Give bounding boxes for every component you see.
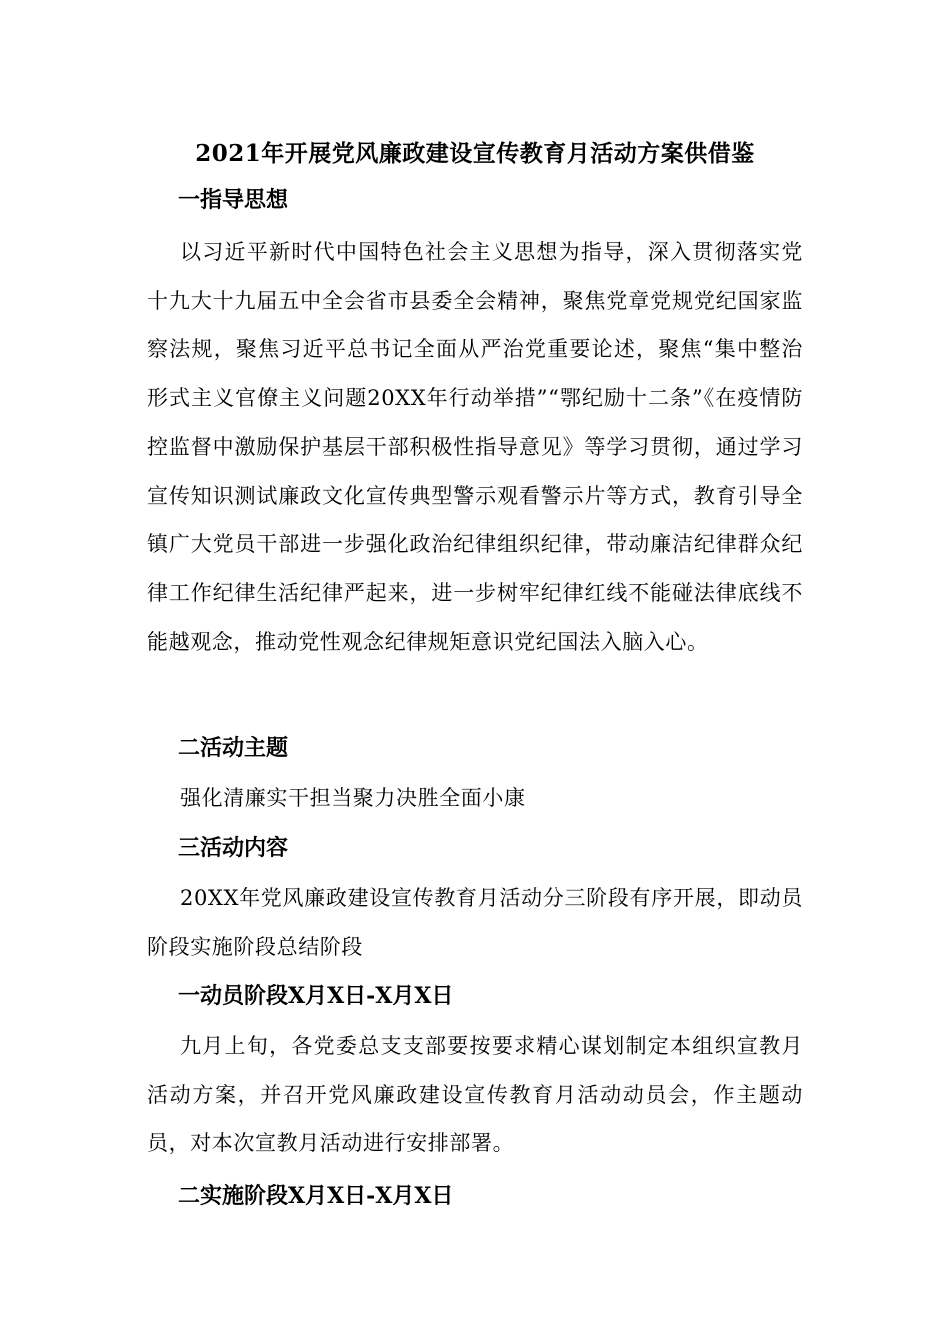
section-heading-implementation-stage: 二实施阶段X月X日-X月X日 [178, 1183, 454, 1209]
section-heading-activity-content: 三活动内容 [178, 835, 289, 861]
document-title: 2021年开展党风廉政建设宣传教育月活动方案供借鉴 [195, 140, 755, 167]
section-body-activity-content: 20XX年党风廉政建设宣传教育月活动分三阶段有序开展，即动员阶段实施阶段总结阶段 [147, 886, 803, 959]
section-body-guiding-ideology: 以习近平新时代中国特色社会主义思想为指导，深入贯彻落实党十九大十九届五中全会省市县委全会精神，聚焦党章党规党纪国家监察法规，聚焦习近平总书记全面从严治党重要论述，聚焦“集中整治形式主义官僚主义问题20XX年行动举措”“鄂纪励十二条”《在疫情防控监督中激励保护基层干部积极性指导意见》等学习贯彻，通过学习宣传知识测试廉政文化宣传典型警示观看警示片等方式，教育引导全镇广大党员干部进一步强化政治纪律组织纪律，带动廉洁纪律群众纪律工作纪律生活纪律严起来，进一步树牢纪律红线不能碰法律底线不能越观念，推动党性观念纪律规矩意识党纪国法入脑入心。 [147, 240, 803, 654]
section-heading-guiding-ideology: 一指导思想 [178, 187, 289, 213]
section-body-mobilization-stage: 九月上旬，各党委总支支部要按要求精心谋划制定本组织宣教月活动方案，并召开党风廉政建设宣传教育月活动动员会，作主题动员，对本次宣教月活动进行安排部署。 [147, 1034, 803, 1156]
section-body-activity-theme: 强化清廉实干担当聚力决胜全面小康 [180, 786, 526, 810]
section-heading-mobilization-stage: 一动员阶段X月X日-X月X日 [178, 983, 454, 1009]
section-heading-activity-theme: 二活动主题 [178, 735, 289, 761]
